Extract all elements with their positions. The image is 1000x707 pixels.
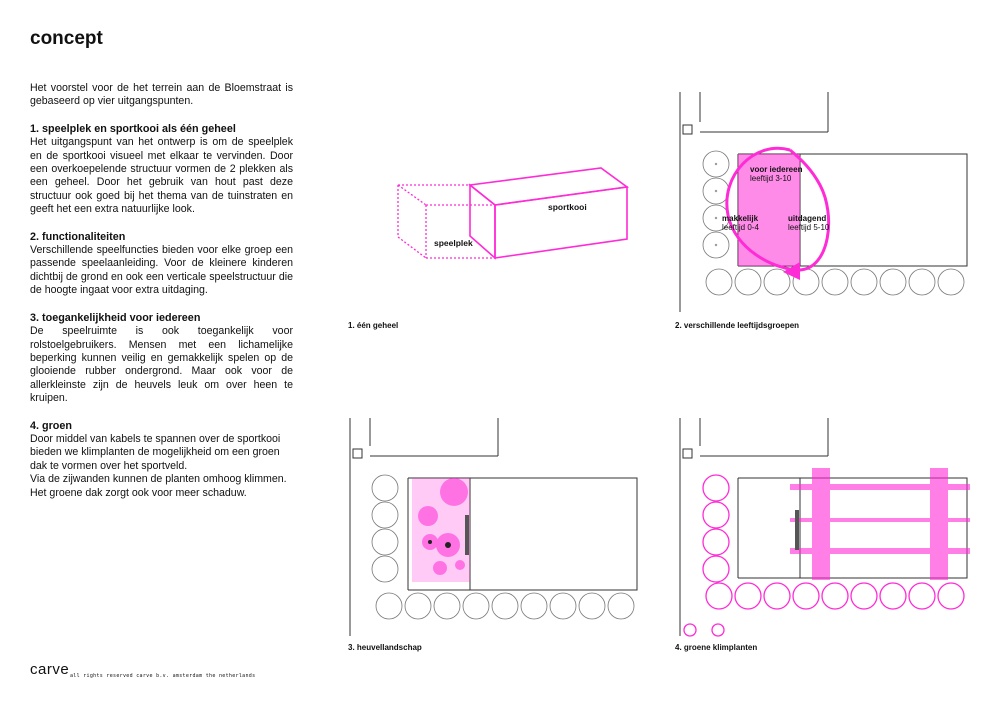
page-title: concept (30, 28, 103, 49)
figure-1-caption: 1. één geheel (348, 321, 399, 330)
sportkooi-box (470, 168, 627, 258)
section-1 (30, 123, 293, 217)
section-heading: 4. groen (30, 419, 72, 432)
figure-4-caption: 4. groene klimplanten (675, 643, 758, 652)
figure-2-plan (675, 90, 980, 315)
text-column (30, 82, 293, 500)
group-easy-label: makkelijk (722, 214, 759, 223)
brand-logo: carve (30, 661, 70, 678)
figure-3-plan (345, 415, 650, 640)
group-all-label: voor iedereen (750, 165, 803, 174)
section-body: Door middel van kabels te spannen over de sportkooi bieden we klimplanten de mogelijkheid om een groen dak te vormen over het sportveld. (30, 432, 281, 472)
section-body: Verschillende speelfuncties bieden voor elke groep een passende speelaanleiding. Voor de kleinere kinderen dichtbij de grond en ook een verticale speelstructuur die de hoogte ingaat voor extra uitdaging. (30, 244, 293, 297)
section-4 (30, 420, 293, 500)
group-easy-age: leeftijd 0-4 (722, 223, 759, 232)
figure-3-caption: 3. heuvellandschap (348, 643, 422, 652)
sportkooi-label: sportkooi (548, 202, 587, 212)
group-hard-label: uitdagend (788, 214, 827, 223)
section-body-2: Via de zijwanden kunnen de planten omhoog klimmen. Het groene dak zorgt ook voor meer schaduw. (30, 473, 287, 499)
figure-1-diagram (390, 160, 640, 270)
climbing-plant-beams (790, 468, 970, 580)
intro-text: Het voorstel voor de het terrein aan de Bloemstraat is gebaseerd op vier uitgangspunten. (30, 82, 293, 108)
figure-2-caption: 2. verschillende leeftijdsgroepen (675, 321, 800, 330)
rights-text: all rights reserved carve b.v. amsterdam the netherlands (70, 673, 256, 679)
section-heading: 2. functionaliteiten (30, 230, 126, 243)
section-heading: 3. toegankelijkheid voor iedereen (30, 311, 201, 324)
group-hard-age: leeftijd 5-10 (788, 223, 830, 232)
section-body: De speelruimte is ook toegankelijk voor rolstoelgebruikers. Mensen met een lichamelijke beperking kunnen veilig en gemakkelijk spelen op de glooiende rubber ondergrond. Maar ook voor de allerkleinste zijn de heuvels leuk om over heen te kruipen. (30, 325, 293, 405)
section-heading: 1. speelplek en sportkooi als één geheel (30, 122, 236, 135)
group-all-age: leeftijd 3-10 (750, 174, 792, 183)
speelplek-label: speelplek (434, 238, 473, 248)
section-2 (30, 231, 293, 298)
figure-4-plan (675, 415, 980, 640)
section-3 (30, 312, 293, 406)
section-body: Het uitgangspunt van het ontwerp is om de speelplek en de sportkooi visueel met elkaar te vervinden. Door een overkoepelende structuur vormen de 2 plekken als een geheel. Door het gebruik van hout past deze structuur ook goed bij het thema van de tuinstraten en geeft het een extra natuurlijke look. (30, 136, 293, 216)
